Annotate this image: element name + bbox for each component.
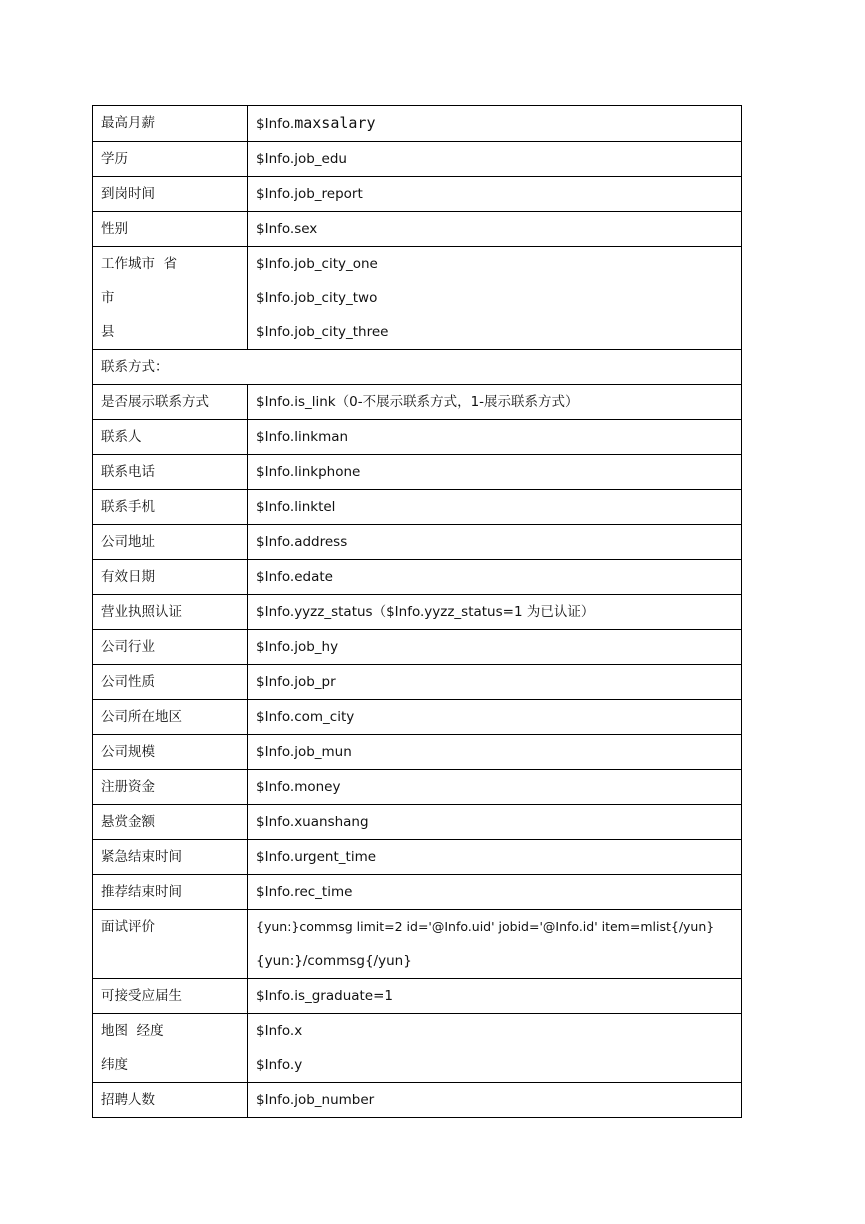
field-label: 公司规模 bbox=[93, 735, 248, 770]
field-value: $Info.linktel bbox=[248, 490, 742, 525]
value-line: $Info.job_city_one bbox=[256, 256, 378, 272]
section-heading: 联系方式： bbox=[93, 350, 742, 385]
field-value bbox=[248, 1014, 742, 1083]
table-row bbox=[93, 770, 742, 805]
field-label: 公司所在地区 bbox=[93, 700, 248, 735]
field-value: $Info.is_graduate=1 bbox=[248, 979, 742, 1014]
field-table bbox=[92, 105, 742, 1118]
field-value: $Info.sex bbox=[248, 212, 742, 247]
label-line: 市 bbox=[101, 290, 115, 306]
table-row bbox=[93, 665, 742, 700]
field-label: 悬赏金额 bbox=[93, 805, 248, 840]
table-row bbox=[93, 525, 742, 560]
value-line: {yun:}commsg limit=2 id='@Info.uid' jobid='@Info.id' item=mlist{/yun} bbox=[256, 919, 715, 934]
value-line: $Info.job_city_three bbox=[256, 324, 389, 340]
table-row bbox=[93, 142, 742, 177]
table-row bbox=[93, 350, 742, 385]
field-value bbox=[248, 106, 742, 142]
table-row bbox=[93, 700, 742, 735]
table-row bbox=[93, 979, 742, 1014]
table-row bbox=[93, 875, 742, 910]
table-row bbox=[93, 805, 742, 840]
field-label: 注册资金 bbox=[93, 770, 248, 805]
field-label bbox=[93, 1014, 248, 1083]
field-label: 招聘人数 bbox=[93, 1083, 248, 1118]
field-value: $Info.is_link（0-不展示联系方式，1-展示联系方式） bbox=[248, 385, 742, 420]
field-label: 性别 bbox=[93, 212, 248, 247]
table-row bbox=[93, 1014, 742, 1083]
field-label: 公司性质 bbox=[93, 665, 248, 700]
field-label: 营业执照认证 bbox=[93, 595, 248, 630]
value-line: {yun:}/commsg{/yun} bbox=[256, 953, 412, 969]
field-value: $Info.edate bbox=[248, 560, 742, 595]
field-label: 联系电话 bbox=[93, 455, 248, 490]
field-label bbox=[93, 247, 248, 350]
table-row bbox=[93, 385, 742, 420]
value-mono: maxsalary bbox=[294, 114, 376, 132]
field-value: $Info.rec_time bbox=[248, 875, 742, 910]
field-value: $Info.linkman bbox=[248, 420, 742, 455]
field-label: 最高月薪 bbox=[93, 106, 248, 142]
field-value: $Info.address bbox=[248, 525, 742, 560]
table-row bbox=[93, 735, 742, 770]
field-label: 联系人 bbox=[93, 420, 248, 455]
value-line: $Info.job_city_two bbox=[256, 290, 378, 306]
field-value: $Info.com_city bbox=[248, 700, 742, 735]
field-value bbox=[248, 247, 742, 350]
field-label: 紧急结束时间 bbox=[93, 840, 248, 875]
field-value: $Info.job_edu bbox=[248, 142, 742, 177]
label-line: 纬度 bbox=[101, 1057, 128, 1073]
table-row bbox=[93, 455, 742, 490]
field-value: $Info.xuanshang bbox=[248, 805, 742, 840]
field-label: 到岗时间 bbox=[93, 177, 248, 212]
table-row bbox=[93, 247, 742, 350]
field-label: 公司行业 bbox=[93, 630, 248, 665]
value-prefix: $Info. bbox=[256, 116, 295, 132]
label-line: 地图 经度 bbox=[101, 1023, 164, 1039]
value-line: $Info.y bbox=[256, 1057, 303, 1073]
table-row bbox=[93, 420, 742, 455]
field-value: $Info.money bbox=[248, 770, 742, 805]
label-line: 工作城市 省 bbox=[101, 256, 178, 272]
field-value: $Info.job_pr bbox=[248, 665, 742, 700]
field-label: 可接受应届生 bbox=[93, 979, 248, 1014]
table-row bbox=[93, 840, 742, 875]
field-value bbox=[248, 910, 742, 979]
field-value: $Info.job_report bbox=[248, 177, 742, 212]
field-label: 学历 bbox=[93, 142, 248, 177]
field-value: $Info.job_number bbox=[248, 1083, 742, 1118]
table-row bbox=[93, 560, 742, 595]
field-label: 面试评价 bbox=[93, 910, 248, 979]
value-line: $Info.x bbox=[256, 1023, 303, 1039]
table-row bbox=[93, 910, 742, 979]
table-row bbox=[93, 595, 742, 630]
table-row bbox=[93, 212, 742, 247]
field-label: 是否展示联系方式 bbox=[93, 385, 248, 420]
field-label: 联系手机 bbox=[93, 490, 248, 525]
field-value: $Info.job_hy bbox=[248, 630, 742, 665]
field-value: $Info.yyzz_status（$Info.yyzz_status=1 为已认证） bbox=[248, 595, 742, 630]
field-label: 推荐结束时间 bbox=[93, 875, 248, 910]
field-value: $Info.linkphone bbox=[248, 455, 742, 490]
field-value: $Info.job_mun bbox=[248, 735, 742, 770]
table-row bbox=[93, 490, 742, 525]
field-value: $Info.urgent_time bbox=[248, 840, 742, 875]
table-row bbox=[93, 1083, 742, 1118]
table-row bbox=[93, 630, 742, 665]
label-line: 县 bbox=[101, 324, 115, 340]
table-row bbox=[93, 177, 742, 212]
table-row bbox=[93, 106, 742, 142]
field-label: 有效日期 bbox=[93, 560, 248, 595]
field-label: 公司地址 bbox=[93, 525, 248, 560]
